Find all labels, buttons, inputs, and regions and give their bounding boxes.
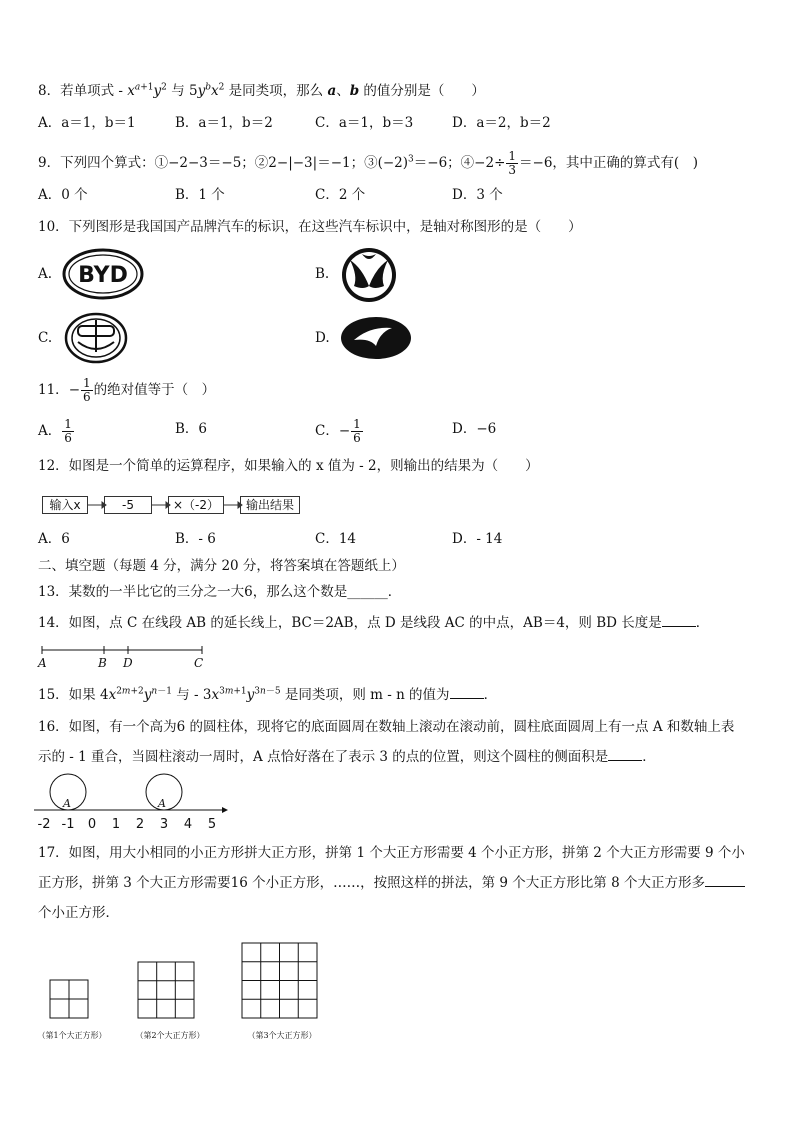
fraction: $\frac{1}{6}$ xyxy=(83,376,91,404)
q12-option-c[interactable]: C．14 xyxy=(315,531,357,547)
point-a-label: A xyxy=(158,797,166,810)
question-17-line-1: 17．如图，用大小相同的小正方形拼大正方形，拼第 1 个大正方形需要 4 个小正方形，拼第 2 个大正方形需要 9 个小 xyxy=(38,845,745,861)
q10-label-a[interactable]: A. xyxy=(38,266,53,282)
tick-label: 3 xyxy=(159,817,169,832)
tick-label: 4 xyxy=(183,817,193,832)
question-9: 9．下列四个算式：①−2−3＝−5；②2−|−3|＝−1；$③(-2)^3=-6$；④−2÷ $\frac{1}{3}$ ＝−6，其中正确的算式有( ) xyxy=(38,149,698,177)
caption-1: （第1个大正方形） xyxy=(37,1031,107,1040)
number-line-diagram xyxy=(30,772,230,832)
q10-label-c[interactable]: C. xyxy=(38,330,53,346)
q9-option-c[interactable]: C．2 个 xyxy=(315,187,366,203)
question-17-line-3: 个小正方形． xyxy=(38,905,119,921)
q12-option-b[interactable]: B．- 6 xyxy=(175,531,216,547)
q8-option-c[interactable]: C．a＝1，b＝3 xyxy=(315,115,414,131)
question-16-line-1: 16．如图，有一个高为6 的圆柱体，现将它的底面圆周在数轴上滚动在滚动前，圆柱底面圆周上有一点 A 和数轴上表 xyxy=(38,719,735,735)
answer-blank[interactable] xyxy=(450,686,484,699)
question-16-line-2: 示的 - 1 重合，当圆柱滚动一周时，A 点恰好落在了表示 3 的点的位置，则这个圆柱的侧面积是 ． xyxy=(38,749,656,765)
point-c-label: C xyxy=(194,656,204,670)
flow-step-1: -5 xyxy=(104,496,152,514)
question-8: 8．若单项式 - $x^{a+1}y^2$ 与 $5y^bx^2$ 是同类项，那么 a、b 的值分别是（ ） xyxy=(38,82,485,99)
flow-input-box: 输入x xyxy=(42,496,88,514)
fraction: $\frac{1}{3}$ xyxy=(508,149,517,177)
segment-diagram xyxy=(36,642,216,672)
brilliance-logo-icon xyxy=(64,312,128,364)
q9-option-d[interactable]: D．3 个 xyxy=(452,187,503,203)
q10-label-b[interactable]: B. xyxy=(315,266,330,282)
dongfeng-logo-icon xyxy=(340,246,398,304)
question-17-line-2: 正方形，拼第 3 个大正方形需要16 个小正方形，……，按照这样的拼法，第 9 个大正方形比第 8 个大正方形多 xyxy=(38,874,745,892)
tick-label: -1 xyxy=(61,817,75,832)
fraction: $\frac{1}{6}$ xyxy=(353,417,361,445)
q11-option-a[interactable]: A． $\frac{1}{6}$ xyxy=(38,417,72,445)
answer-blank[interactable] xyxy=(662,614,696,627)
changan-logo-icon xyxy=(340,316,412,360)
q8-option-d[interactable]: D．a＝2，b＝2 xyxy=(452,115,551,131)
square-patterns xyxy=(30,938,350,1048)
tick-label: 0 xyxy=(87,817,97,832)
section-heading: 二、填空题（每题 4 分，满分 20 分，将答案填在答题纸上） xyxy=(38,558,405,574)
fraction: $\frac{1}{6}$ xyxy=(64,417,72,445)
q8-option-a[interactable]: A．a＝1，b＝1 xyxy=(38,115,136,131)
q8-option-b[interactable]: B．a＝1，b＝2 xyxy=(175,115,273,131)
point-a-label: A xyxy=(63,797,71,810)
question-15: 15．如果 $4x^{2m+2}y^{n-1}$ 与 - $3x^{3m+1}y^{3n-5}$ 是同类项，则 m - n 的值为 ． xyxy=(38,686,498,703)
q11-option-b[interactable]: B．6 xyxy=(175,421,208,437)
point-d-label: D xyxy=(123,656,133,670)
tick-label: 1 xyxy=(111,817,121,832)
question-10: 10．下列图形是我国国产品牌汽车的标识，在这些汽车标识中，是轴对称图形的是（ ） xyxy=(38,219,582,235)
tick-label: 2 xyxy=(135,817,145,832)
question-11: 11．− $\frac{1}{6}$ 的绝对值等于（ ） xyxy=(38,376,216,404)
q10-label-d[interactable]: D. xyxy=(315,330,330,346)
q11-option-c[interactable]: C．− $\frac{1}{6}$ xyxy=(315,417,361,445)
caption-2: （第2个大正方形） xyxy=(135,1031,205,1040)
question-13: 13．某数的一半比它的三分之一大6，那么这个数是______． xyxy=(38,584,402,600)
flow-arrows xyxy=(0,496,300,516)
q11-option-d[interactable]: D．−6 xyxy=(452,421,497,437)
tick-label: -2 xyxy=(37,817,51,832)
point-a-label: A xyxy=(38,656,47,670)
answer-blank[interactable] xyxy=(608,748,642,761)
question-14: 14．如图，点 C 在线段 AB 的延长线上，BC＝2AB，点 D 是线段 AC 的中点，AB＝4，则 BD 长度是 ． xyxy=(38,615,710,631)
q12-option-d[interactable]: D．- 14 xyxy=(452,531,503,547)
answer-blank[interactable] xyxy=(705,874,745,887)
q9-option-b[interactable]: B．1 个 xyxy=(175,187,225,203)
point-b-label: B xyxy=(98,656,107,670)
flow-output-box: 输出结果 xyxy=(240,496,300,514)
byd-logo-icon xyxy=(62,248,144,300)
caption-3: （第3个大正方形） xyxy=(247,1031,317,1040)
logo-a-text: BYD xyxy=(78,263,128,288)
tick-label: 5 xyxy=(207,817,217,832)
question-12: 12．如图是一个简单的运算程序，如果输入的 x 值为 - 2，则输出的结果为（ ） xyxy=(38,458,539,474)
q9-option-a[interactable]: A．0 个 xyxy=(38,187,88,203)
flow-step-2: ×（-2） xyxy=(168,496,224,514)
q12-option-a[interactable]: A．6 xyxy=(38,531,70,547)
